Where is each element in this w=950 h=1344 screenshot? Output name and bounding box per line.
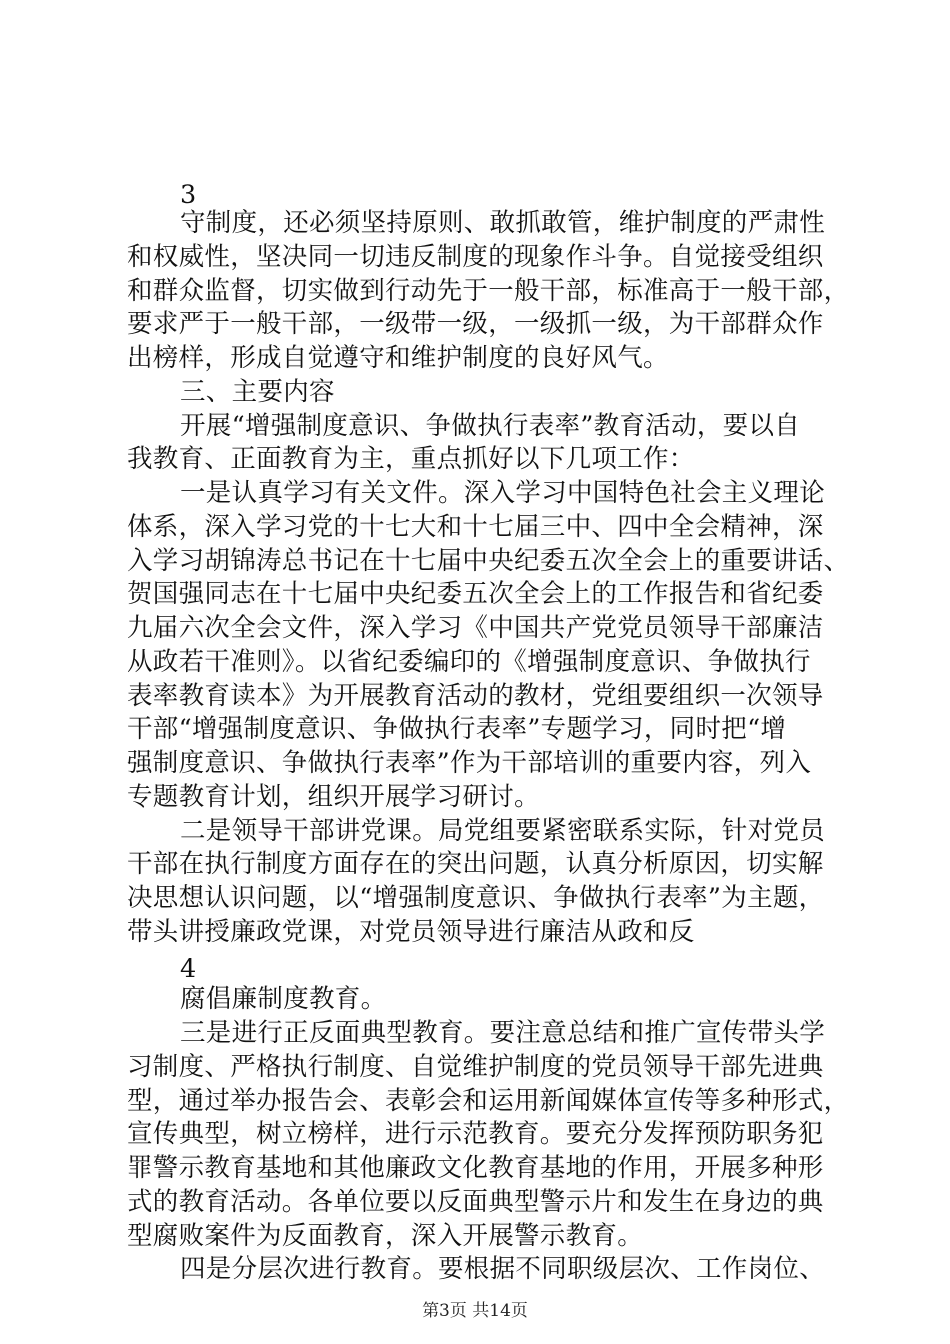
text-line: 式的教育活动。各单位要以反面典型警示片和发生在身边的典: [127, 1187, 824, 1217]
text-line: 腐倡廉制度教育。: [180, 984, 387, 1014]
text-line: 罪警示教育基地和其他廉政文化教育基地的作用，开展多种形: [127, 1153, 824, 1183]
text-line: 决思想认识问题，以“增强制度意识、争做执行表率”为主题，: [127, 883, 825, 913]
page-footer: 第3页 共14页: [422, 1301, 528, 1321]
text-line: 九届六次全会文件，深入学习《中国共产党党员领导干部廉洁: [127, 613, 824, 643]
page-number-marker: 4: [180, 954, 197, 984]
text-line: 三是进行正反面典型教育。要注意总结和推广宣传带头学: [180, 1018, 826, 1048]
text-line: 宣传典型，树立榜样，进行示范教育。要充分发挥预防职务犯: [127, 1119, 824, 1149]
text-line: 开展“增强制度意识、争做执行表率”教育活动，要以自: [180, 411, 801, 441]
text-line: 四是分层次进行教育。要根据不同职级层次、工作岗位、: [180, 1254, 826, 1284]
text-line: 贺国强同志在十七届中央纪委五次全会上的工作报告和省纪委: [127, 579, 824, 609]
text-line: 二是领导干部讲党课。局党组要紧密联系实际，针对党员: [180, 816, 826, 846]
text-line: 体系，深入学习党的十七大和十七届三中、四中全会精神，深: [127, 512, 824, 542]
text-line: 我教育、正面教育为主，重点抓好以下几项工作：: [127, 444, 695, 474]
text-line: 一是认真学习有关文件。深入学习中国特色社会主义理论: [180, 478, 826, 508]
text-line: 型腐败案件为反面教育，深入开展警示教育。: [127, 1221, 644, 1251]
text-line: 要求严于一般干部，一级带一级，一级抓一级，为干部群众作: [127, 309, 824, 339]
text-line: 和群众监督，切实做到行动先于一般干部，标准高于一般干部，: [127, 276, 850, 306]
text-line: 守制度，还必须坚持原则、敢抓敢管，维护制度的严肃性: [180, 208, 826, 238]
section-heading: 三、主要内容: [180, 377, 335, 407]
text-line: 专题教育计划，组织开展学习研讨。: [127, 782, 540, 812]
text-line: 表率教育读本》为开展教育活动的教材，党组要组织一次领导: [127, 681, 824, 711]
text-line: 入学习胡锦涛总书记在十七届中央纪委五次全会上的重要讲话、: [127, 546, 850, 576]
text-line: 带头讲授廉政党课，对党员领导进行廉洁从政和反: [127, 917, 695, 947]
text-line: 型，通过举办报告会、表彰会和运用新闻媒体宣传等多种形式，: [127, 1086, 850, 1116]
text-line: 干部在执行制度方面存在的突出问题，认真分析原因，切实解: [127, 849, 824, 879]
page-number-marker: 3: [180, 180, 197, 210]
text-line: 习制度、严格执行制度、自觉维护制度的党员领导干部先进典: [127, 1052, 824, 1082]
text-line: 从政若干准则》。以省纪委编印的《增强制度意识、争做执行: [127, 647, 811, 677]
text-line: 强制度意识、争做执行表率”作为干部培训的重要内容，列入: [127, 748, 812, 778]
text-line: 出榜样，形成自觉遵守和维护制度的良好风气。: [127, 343, 669, 373]
text-line: 和权威性，坚决同一切违反制度的现象作斗争。自觉接受组织: [127, 242, 824, 272]
text-line: 干部“增强制度意识、争做执行表率”专题学习，同时把“增: [127, 714, 787, 744]
